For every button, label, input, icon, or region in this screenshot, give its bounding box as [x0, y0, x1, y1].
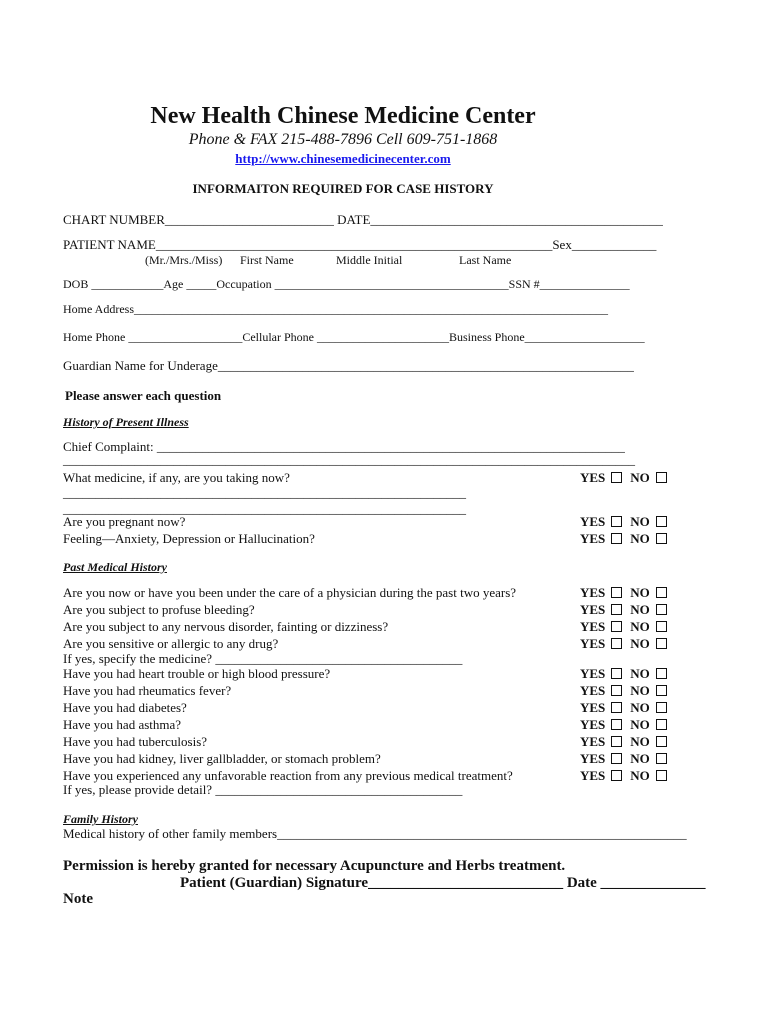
no-checkbox[interactable] [656, 702, 667, 713]
yes-checkbox[interactable] [611, 587, 622, 598]
yes-label: YES [580, 531, 606, 546]
yes-no-allergy [580, 636, 675, 652]
past-history-heading: Past Medical History [63, 560, 167, 574]
chart-date-field[interactable]: CHART NUMBER__________________________ DATE_____________________________________________ [63, 212, 663, 227]
permission-statement: Permission is hereby granted for necessary Acupuncture and Herbs treatment. [63, 858, 566, 874]
no-checkbox[interactable] [656, 472, 667, 483]
no-label: NO [630, 619, 650, 634]
yes-checkbox[interactable] [611, 753, 622, 764]
reaction-detail-field[interactable]: If yes, please provide detail? ______________________________________ [63, 782, 463, 797]
no-checkbox[interactable] [656, 638, 667, 649]
yes-label: YES [580, 602, 606, 617]
rheumatic-fever-question: Have you had rheumatics fever? [63, 683, 232, 698]
phone-fax-line: Phone & FAX 215-488-7896 Cell 609-751-1868 [188, 131, 498, 148]
no-label: NO [630, 700, 650, 715]
no-checkbox[interactable] [656, 516, 667, 527]
yes-checkbox[interactable] [611, 472, 622, 483]
signature-date-field[interactable]: Patient (Guardian) Signature__________________________ Date ______________ [180, 875, 706, 891]
yes-no-nervous [580, 619, 675, 635]
yes-no-feeling [580, 531, 675, 547]
no-checkbox[interactable] [656, 685, 667, 696]
chief-complaint-blank[interactable]: ________________________________________________________________________________________ [63, 452, 635, 467]
diabetes-question: Have you had diabetes? [63, 700, 187, 715]
no-label: NO [630, 751, 650, 766]
yes-checkbox[interactable] [611, 604, 622, 615]
patient-name-field[interactable]: PATIENT NAME_____________________________________________________________Sex_____________ [63, 237, 657, 252]
yes-checkbox[interactable] [611, 516, 622, 527]
no-label: NO [630, 531, 650, 546]
no-checkbox[interactable] [656, 533, 667, 544]
note-label: Note [63, 891, 93, 907]
yes-no-diabetes [580, 700, 675, 716]
yes-label: YES [580, 470, 606, 485]
nervous-disorder-question: Are you subject to any nervous disorder, fainting or dizziness? [63, 619, 389, 634]
last-name-hint: Last Name [459, 253, 512, 267]
allergy-question: Are you sensitive or allergic to any drug? [63, 636, 279, 651]
no-checkbox[interactable] [656, 770, 667, 781]
yes-checkbox[interactable] [611, 638, 622, 649]
kidney-liver-question: Have you had kidney, liver gallbladder, or stomach problem? [63, 751, 381, 766]
yes-label: YES [580, 636, 606, 651]
yes-label: YES [580, 700, 606, 715]
phone-numbers-field[interactable]: Home Phone ___________________Cellular Phone ______________________Business Phone____________________ [63, 330, 645, 344]
no-label: NO [630, 602, 650, 617]
yes-no-tuberculosis [580, 734, 675, 750]
bleeding-question: Are you subject to profuse bleeding? [63, 602, 255, 617]
unfavorable-reaction-question: Have you experienced any unfavorable reaction from any previous medical treatment? [63, 768, 513, 783]
yes-no-heart [580, 666, 675, 682]
no-label: NO [630, 470, 650, 485]
yes-no-rheumatic [580, 683, 675, 699]
yes-no-pregnant [580, 514, 675, 530]
no-label: NO [630, 666, 650, 681]
first-name-hint: First Name [240, 253, 294, 267]
name-title-hint: (Mr./Mrs./Miss) [145, 253, 223, 267]
no-checkbox[interactable] [656, 668, 667, 679]
asthma-question: Have you had asthma? [63, 717, 182, 732]
medicine-blank-2[interactable]: ______________________________________________________________ [63, 501, 466, 516]
no-label: NO [630, 585, 650, 600]
heart-question: Have you had heart trouble or high blood pressure? [63, 666, 331, 681]
yes-no-kidney [580, 751, 675, 767]
no-label: NO [630, 734, 650, 749]
yes-label: YES [580, 768, 606, 783]
yes-checkbox[interactable] [611, 621, 622, 632]
dob-age-occupation-ssn-field[interactable]: DOB ____________Age _____Occupation _______________________________________SSN #_______________ [63, 277, 630, 291]
family-history-heading: Family History [63, 812, 138, 826]
yes-label: YES [580, 619, 606, 634]
yes-checkbox[interactable] [611, 685, 622, 696]
tuberculosis-question: Have you had tuberculosis? [63, 734, 208, 749]
no-checkbox[interactable] [656, 719, 667, 730]
pregnant-question: Are you pregnant now? [63, 514, 186, 529]
physician-care-question: Are you now or have you been under the care of a physician during the past two years? [63, 585, 517, 600]
yes-checkbox[interactable] [611, 736, 622, 747]
family-history-field[interactable]: Medical history of other family members_______________________________________________________________ [63, 826, 687, 841]
current-medicine-question: What medicine, if any, are you taking now? [63, 470, 290, 485]
yes-checkbox[interactable] [611, 770, 622, 781]
yes-label: YES [580, 734, 606, 749]
yes-label: YES [580, 683, 606, 698]
home-address-field[interactable]: Home Address_______________________________________________________________________________ [63, 302, 608, 316]
chief-complaint-field[interactable]: Chief Complaint: ________________________________________________________________________ [63, 439, 625, 454]
no-checkbox[interactable] [656, 753, 667, 764]
no-label: NO [630, 514, 650, 529]
guardian-name-field[interactable]: Guardian Name for Underage________________________________________________________________ [63, 358, 634, 373]
yes-checkbox[interactable] [611, 668, 622, 679]
no-checkbox[interactable] [656, 604, 667, 615]
website-link[interactable]: http://www.chinesemedicinecenter.com [235, 151, 451, 166]
feeling-question: Feeling—Anxiety, Depression or Hallucination? [63, 531, 315, 546]
yes-no-physician [580, 585, 675, 601]
yes-label: YES [580, 666, 606, 681]
instructions: Please answer each question [65, 388, 222, 403]
no-label: NO [630, 717, 650, 732]
yes-label: YES [580, 751, 606, 766]
medicine-blank-1[interactable]: ______________________________________________________________ [63, 485, 466, 500]
no-label: NO [630, 636, 650, 651]
yes-label: YES [580, 514, 606, 529]
yes-checkbox[interactable] [611, 702, 622, 713]
no-label: NO [630, 768, 650, 783]
yes-label: YES [580, 585, 606, 600]
yes-no-reaction [580, 768, 675, 784]
present-illness-heading: History of Present Illness [63, 415, 189, 429]
no-label: NO [630, 683, 650, 698]
yes-no-bleeding [580, 602, 675, 618]
yes-no-asthma [580, 717, 675, 733]
no-checkbox[interactable] [656, 587, 667, 598]
allergy-medicine-field[interactable]: If yes, specify the medicine? ______________________________________ [63, 651, 463, 666]
middle-initial-hint: Middle Initial [336, 253, 403, 267]
yes-label: YES [580, 717, 606, 732]
yes-no-medicine [580, 470, 675, 486]
no-checkbox[interactable] [656, 621, 667, 632]
no-checkbox[interactable] [656, 736, 667, 747]
yes-checkbox[interactable] [611, 533, 622, 544]
page-title: New Health Chinese Medicine Center [150, 103, 536, 129]
yes-checkbox[interactable] [611, 719, 622, 730]
form-subtitle: INFORMAITON REQUIRED FOR CASE HISTORY [192, 181, 494, 196]
